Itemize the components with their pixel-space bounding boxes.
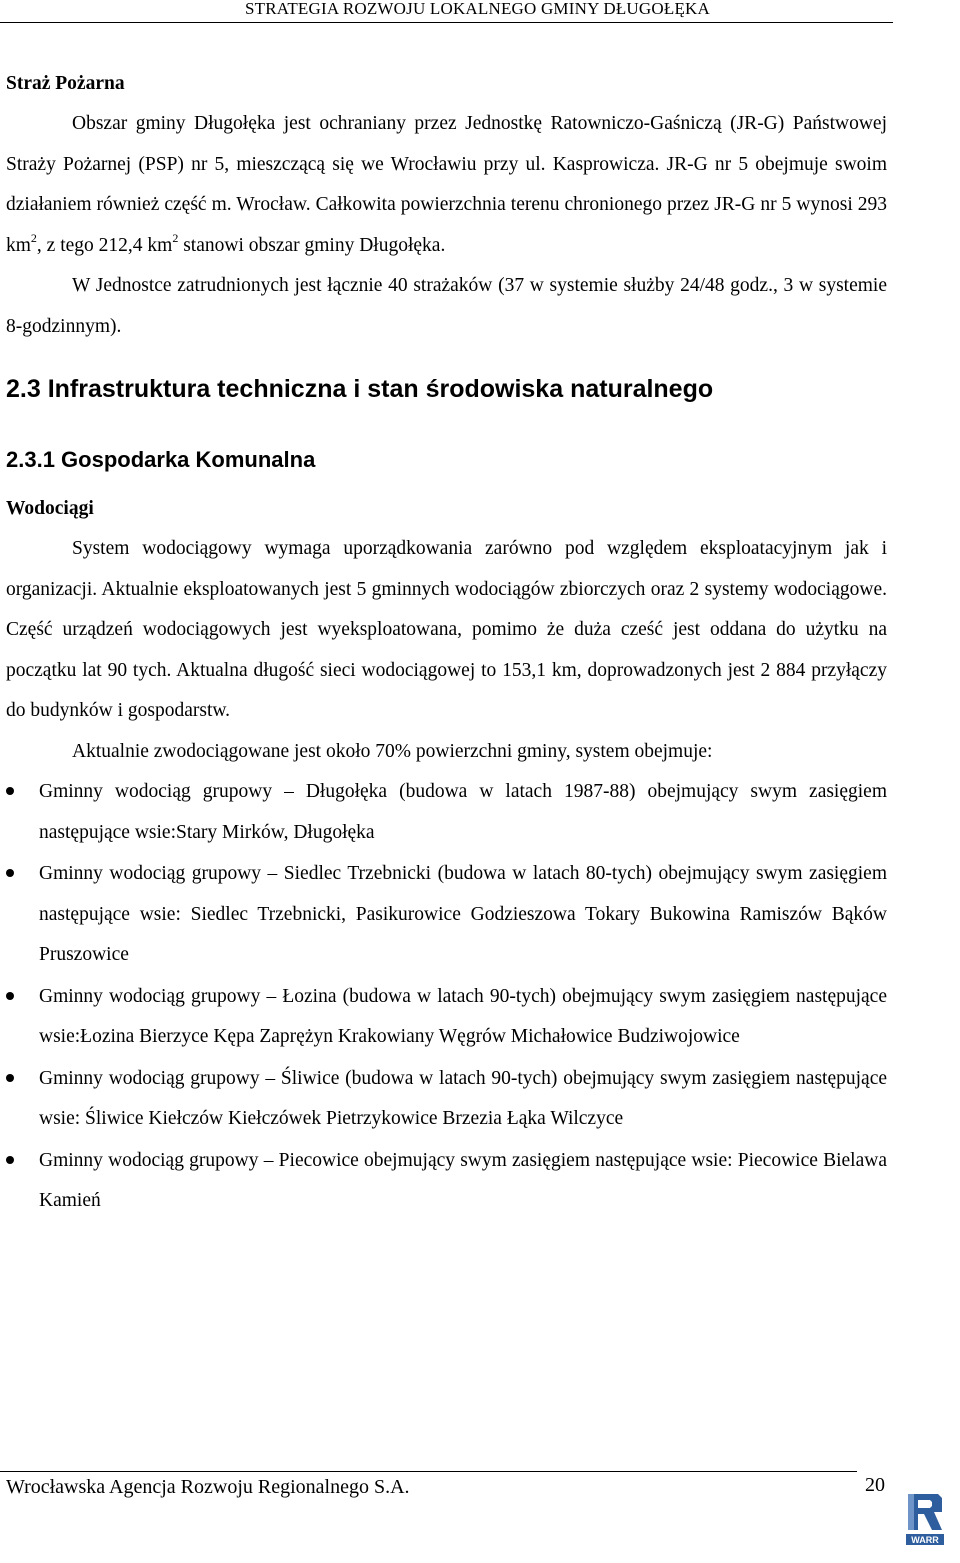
list-item-text: Gminny wodociąg grupowy – Śliwice (budowa w latach 90-tych) obejmujący swym zasięgiem następujące wsie: Śliwice Kiełczów Kiełczówek Pietrzykowice Brzezia Łąka Wilczyce <box>39 1067 887 1129</box>
footer-divider <box>0 1471 857 1472</box>
fire-paragraph-1-part-a: Obszar gminy Długołęka jest ochraniany przez Jednostkę Ratowniczo-Gaśniczą (JR-G) Państwowej Straży Pożarnej (PSP) nr 5, mieszczącą się we Wrocławiu przy ul. Kasprowicza. JR-G nr 5 obejmuje swoim działaniem również część m. Wrocław. Całkowita powierzchnia terenu chronionego przez JR-G nr 5 wynosi 293 km <box>6 113 887 256</box>
bullet-icon <box>6 1074 14 1082</box>
list-item <box>6 977 887 1058</box>
bullet-icon <box>6 787 14 795</box>
header-title: STRATEGIA ROZWOJU LOKALNEGO GMINY DŁUGOŁĘKA <box>244 0 710 18</box>
fire-paragraph-1-part-c: stanowi obszar gminy Długołęka. <box>178 234 446 256</box>
warr-logo-icon <box>904 1490 946 1554</box>
list-item <box>6 854 887 976</box>
water-paragraph-1: System wodociągowy wymaga uporządkowania zarówno pod względem eksploatacyjnym jak i organizacji. Aktualnie eksploatowanych jest 5 gminnych wodociągów zbiorczych oraz 2 systemy wodociągowe. Część urządzeń wodociągowych jest wyeksploatowana, pomimo że duża cześć jest oddana do użytku na początku lat 90 tych. Aktualna długość sieci wodociągowej to 153,1 km, doprowadzonych jest 2 884 przyłączy do budynków i gospodarstw. <box>6 538 887 721</box>
list-item <box>6 1059 887 1140</box>
fire-heading: Straż Pożarna <box>6 73 125 94</box>
page-content <box>6 64 887 1223</box>
water-systems-list <box>6 772 887 1222</box>
section-heading: 2.3 Infrastruktura techniczna i stan środowiska naturalnego <box>6 375 714 403</box>
fire-paragraph-1 <box>6 104 887 266</box>
page-header <box>0 0 893 23</box>
page-number: 20 <box>865 1474 885 1496</box>
list-item-text: Gminny wodociąg grupowy – Łozina (budowa w latach 90-tych) obejmujący swym zasięgiem następujące wsie:Łozina Bierzyce Kępa Zaprężyn Krakowiany Węgrów Michałowice Budziwojowice <box>39 985 887 1047</box>
list-item <box>6 772 887 853</box>
fire-paragraph-2: W Jednostce zatrudnionych jest łącznie 40 strażaków (37 w systemie służby 24/48 godz., 3 w systemie 8-godzinnym). <box>6 275 887 337</box>
water-heading: Wodociągi <box>6 498 94 519</box>
bullet-icon <box>6 869 14 877</box>
water-paragraph-2: Aktualnie zwodociągowane jest około 70% powierzchni gminy, system obejmuje: <box>72 740 713 762</box>
bullet-icon <box>6 992 14 1000</box>
superscript-2: 2 <box>30 230 37 245</box>
list-item-text: Gminny wodociąg grupowy – Siedlec Trzebnicki (budowa w latach 80-tych) obejmujący swym zasięgiem następujące wsie: Siedlec Trzebnicki, Pasikurowice Godzieszowa Tokary Bukowina Ramiszów Bąków Pruszowice <box>39 863 887 965</box>
list-item-text: Gminny wodociąg grupowy – Piecowice obejmujący swym zasięgiem następujące wsie: Piecowice Bielawa Kamień <box>39 1149 887 1211</box>
bullet-icon <box>6 1156 14 1164</box>
list-item-text: Gminny wodociąg grupowy – Długołęka (budowa w latach 1987-88) obejmujący swym zasięgiem następujące wsie:Stary Mirków, Długołęka <box>39 781 887 843</box>
subsection-heading: 2.3.1 Gospodarka Komunalna <box>6 447 316 472</box>
logo-text: WARR <box>911 1535 939 1545</box>
footer-text: Wrocławska Agencja Rozwoju Regionalnego S.A. <box>6 1476 410 1498</box>
list-item <box>6 1141 887 1222</box>
superscript-2: 2 <box>172 230 179 245</box>
fire-paragraph-1-part-b: , z tego 212,4 km <box>36 234 173 256</box>
